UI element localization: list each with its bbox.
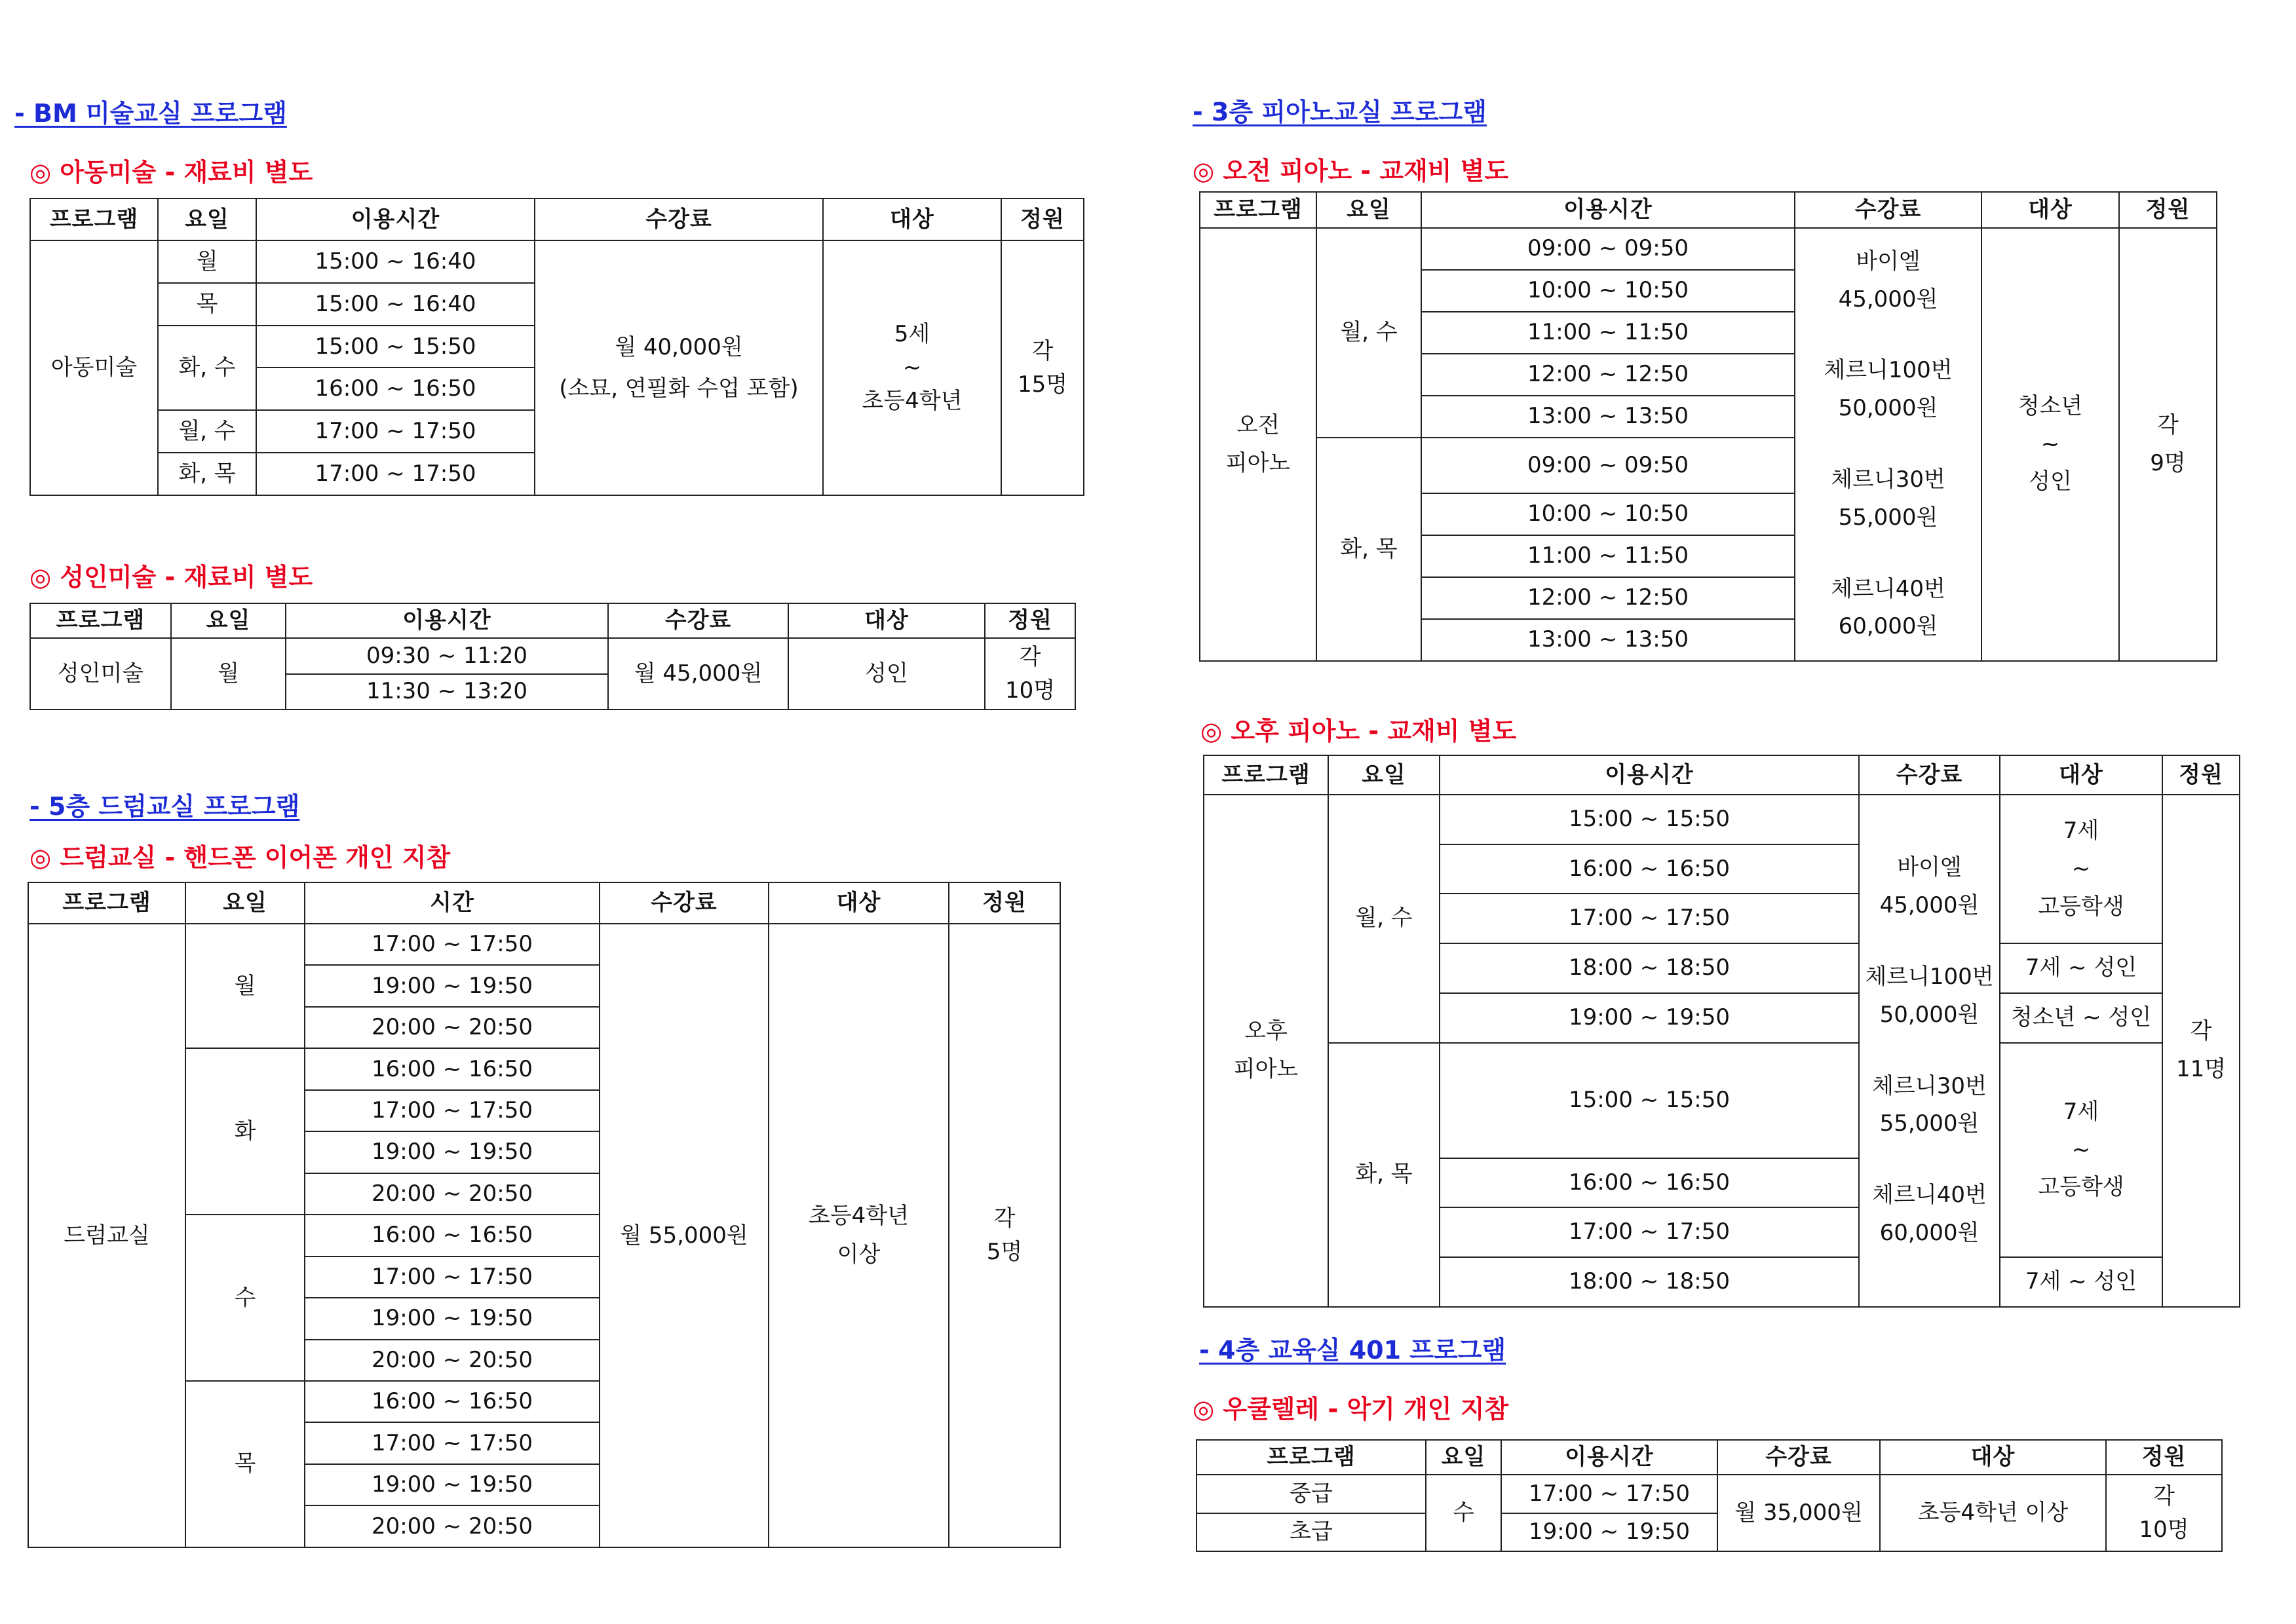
time-cell: 17:00 ~ 17:50 xyxy=(305,924,600,965)
time-cell: 18:00 ~ 18:50 xyxy=(1440,943,1859,993)
day-cell: 화, 목 xyxy=(1328,1043,1440,1307)
fee-cell: 월 40,000원 (소묘, 연필화 수업 포함) xyxy=(535,240,823,495)
col-header: 수강료 xyxy=(1859,755,2000,795)
col-header: 정원 xyxy=(2119,192,2217,228)
day-cell: 수 xyxy=(185,1215,305,1381)
day-cell: 월 xyxy=(185,924,305,1048)
time-cell: 16:00 ~ 16:50 xyxy=(305,1048,600,1089)
col-header: 프로그램 xyxy=(30,603,171,638)
target-cell: 7세 ~ 성인 xyxy=(2000,1257,2162,1307)
capacity-cell: 각 15명 xyxy=(1001,240,1084,495)
time-cell: 12:00 ~ 12:50 xyxy=(1421,354,1795,396)
col-header: 이용시간 xyxy=(286,603,608,638)
adult-art-table xyxy=(29,603,1075,710)
time-cell: 10:00 ~ 10:50 xyxy=(1421,493,1795,535)
program-cell: 드럼교실 xyxy=(28,924,185,1547)
col-header: 요일 xyxy=(171,603,286,638)
time-cell: 17:00 ~ 17:50 xyxy=(305,1422,600,1463)
time-cell: 16:00 ~ 16:50 xyxy=(305,1381,600,1422)
capacity-cell: 각 9명 xyxy=(2119,228,2217,661)
col-header: 요일 xyxy=(1426,1440,1501,1475)
day-cell: 수 xyxy=(1426,1475,1501,1551)
time-cell: 18:00 ~ 18:50 xyxy=(1440,1257,1859,1307)
day-cell: 목 xyxy=(158,283,256,326)
fee-cell: 월 45,000원 xyxy=(608,638,788,709)
col-header: 대상 xyxy=(823,198,1001,240)
piano-section-heading: - 3층 피아노교실 프로그램 xyxy=(1193,98,1487,126)
drum-title: ◎ 드럼교실 - 핸드폰 이어폰 개인 지참 xyxy=(29,843,451,872)
day-cell: 월 xyxy=(171,638,286,709)
target-cell: 청소년 ~ 성인 xyxy=(2000,993,2162,1043)
col-header: 요일 xyxy=(158,198,256,240)
col-header: 정원 xyxy=(2106,1440,2222,1475)
col-header: 수강료 xyxy=(600,882,769,924)
col-header: 정원 xyxy=(985,603,1075,638)
time-cell: 19:00 ~ 19:50 xyxy=(1440,993,1859,1043)
time-cell: 19:00 ~ 19:50 xyxy=(1501,1513,1717,1552)
time-cell: 11:00 ~ 11:50 xyxy=(1421,535,1795,577)
col-header: 이용시간 xyxy=(1421,192,1795,228)
time-cell: 09:30 ~ 11:20 xyxy=(286,638,608,674)
day-cell: 목 xyxy=(185,1381,305,1547)
program-cell: 성인미술 xyxy=(30,638,171,709)
time-cell: 20:00 ~ 20:50 xyxy=(305,1340,600,1381)
day-cell: 월, 수 xyxy=(1316,228,1421,438)
col-header: 수강료 xyxy=(1717,1440,1880,1475)
col-header: 이용시간 xyxy=(1501,1440,1717,1475)
fee-cell: 월 35,000원 xyxy=(1717,1475,1880,1551)
col-header: 대상 xyxy=(1880,1440,2106,1475)
col-header: 수강료 xyxy=(1795,192,1981,228)
time-cell: 17:00 ~ 17:50 xyxy=(1440,1207,1859,1257)
col-header: 정원 xyxy=(2162,755,2240,795)
target-cell: 7세 ~ 성인 xyxy=(2000,943,2162,993)
col-header: 요일 xyxy=(1328,755,1440,795)
target-cell: 초등4학년 이상 xyxy=(1880,1475,2106,1551)
col-header: 요일 xyxy=(185,882,305,924)
ukulele-title: ◎ 우쿨렐레 - 악기 개인 지참 xyxy=(1193,1395,1509,1424)
day-cell: 월, 수 xyxy=(158,410,256,453)
morning-piano-title: ◎ 오전 피아노 - 교재비 별도 xyxy=(1193,157,1509,185)
col-header: 정원 xyxy=(949,882,1060,924)
time-cell: 19:00 ~ 19:50 xyxy=(305,1131,600,1173)
time-cell: 15:00 ~ 15:50 xyxy=(256,326,535,368)
col-header: 시간 xyxy=(305,882,600,924)
col-header: 요일 xyxy=(1316,192,1421,228)
fee-cell: 월 55,000원 xyxy=(600,924,769,1547)
afternoon-piano-table xyxy=(1203,755,2239,1308)
day-cell: 화, 목 xyxy=(158,453,256,495)
time-cell: 17:00 ~ 17:50 xyxy=(305,1090,600,1131)
day-cell: 화 xyxy=(185,1048,305,1215)
col-header: 대상 xyxy=(769,882,949,924)
time-cell: 11:30 ~ 13:20 xyxy=(286,674,608,710)
col-header: 프로그램 xyxy=(1200,192,1316,228)
time-cell: 15:00 ~ 16:40 xyxy=(256,283,535,326)
morning-piano-table xyxy=(1199,191,2216,662)
time-cell: 16:00 ~ 16:50 xyxy=(256,368,535,410)
target-cell: 성인 xyxy=(788,638,985,709)
col-header: 정원 xyxy=(1001,198,1084,240)
ukulele-table xyxy=(1196,1439,2221,1552)
program-cell: 오전 피아노 xyxy=(1200,228,1316,661)
target-cell: 초등4학년 이상 xyxy=(769,924,949,1547)
time-cell: 15:00 ~ 15:50 xyxy=(1440,1043,1859,1158)
time-cell: 09:00 ~ 09:50 xyxy=(1421,438,1795,493)
time-cell: 11:00 ~ 11:50 xyxy=(1421,312,1795,354)
target-cell: 7세 ~ 고등학생 xyxy=(2000,1043,2162,1258)
time-cell: 15:00 ~ 15:50 xyxy=(1440,795,1859,844)
drum-table xyxy=(28,882,1060,1548)
ukulele-section-heading: - 4층 교육실 401 프로그램 xyxy=(1199,1336,1506,1365)
afternoon-piano-title: ◎ 오후 피아노 - 교재비 별도 xyxy=(1200,717,1517,746)
col-header: 프로그램 xyxy=(1196,1440,1426,1475)
capacity-cell: 각 5명 xyxy=(949,924,1060,1547)
fee-cell: 바이엘 45,000원 체르니100번 50,000원 체르니30번 55,000원 체르니40번 60,000원 xyxy=(1795,228,1981,661)
col-header: 이용시간 xyxy=(256,198,535,240)
program-cell: 중급 xyxy=(1196,1475,1426,1513)
time-cell: 13:00 ~ 13:50 xyxy=(1421,396,1795,438)
time-cell: 16:00 ~ 16:50 xyxy=(305,1215,600,1256)
time-cell: 17:00 ~ 17:50 xyxy=(1501,1475,1717,1513)
capacity-cell: 각 11명 xyxy=(2162,795,2240,1307)
adult-art-title: ◎ 성인미술 - 재료비 별도 xyxy=(29,563,313,592)
time-cell: 20:00 ~ 20:50 xyxy=(305,1173,600,1215)
art-section-heading: - BM 미술교실 프로그램 xyxy=(14,99,287,128)
time-cell: 10:00 ~ 10:50 xyxy=(1421,270,1795,312)
time-cell: 17:00 ~ 17:50 xyxy=(1440,894,1859,943)
target-cell: 청소년 ~ 성인 xyxy=(1981,228,2119,661)
target-cell: 5세 ~ 초등4학년 xyxy=(823,240,1001,495)
child-art-title: ◎ 아동미술 - 재료비 별도 xyxy=(29,158,313,187)
time-cell: 19:00 ~ 19:50 xyxy=(305,965,600,1006)
time-cell: 16:00 ~ 16:50 xyxy=(1440,1158,1859,1208)
time-cell: 20:00 ~ 20:50 xyxy=(305,1505,600,1547)
col-header: 수강료 xyxy=(608,603,788,638)
program-cell: 오후 피아노 xyxy=(1204,795,1328,1307)
time-cell: 09:00 ~ 09:50 xyxy=(1421,228,1795,270)
day-cell: 화, 목 xyxy=(1316,438,1421,661)
child-art-table xyxy=(29,198,1083,496)
time-cell: 17:00 ~ 17:50 xyxy=(256,453,535,495)
day-cell: 화, 수 xyxy=(158,326,256,411)
col-header: 프로그램 xyxy=(30,198,158,240)
time-cell: 17:00 ~ 17:50 xyxy=(256,410,535,453)
col-header: 대상 xyxy=(788,603,985,638)
col-header: 수강료 xyxy=(535,198,823,240)
time-cell: 20:00 ~ 20:50 xyxy=(305,1007,600,1048)
time-cell: 12:00 ~ 12:50 xyxy=(1421,577,1795,619)
time-cell: 19:00 ~ 19:50 xyxy=(305,1298,600,1339)
capacity-cell: 각 10명 xyxy=(2106,1475,2222,1551)
drum-section-heading: - 5층 드럼교실 프로그램 xyxy=(29,792,300,821)
fee-cell: 바이엘 45,000원 체르니100번 50,000원 체르니30번 55,000원 체르니40번 60,000원 xyxy=(1859,795,2000,1307)
capacity-cell: 각 10명 xyxy=(985,638,1075,709)
day-cell: 월, 수 xyxy=(1328,795,1440,1043)
col-header: 프로그램 xyxy=(28,882,185,924)
target-cell: 7세 ~ 고등학생 xyxy=(2000,795,2162,943)
col-header: 대상 xyxy=(1981,192,2119,228)
program-cell: 초급 xyxy=(1196,1513,1426,1552)
time-cell: 15:00 ~ 16:40 xyxy=(256,240,535,283)
time-cell: 19:00 ~ 19:50 xyxy=(305,1464,600,1505)
day-cell: 월 xyxy=(158,240,256,283)
time-cell: 16:00 ~ 16:50 xyxy=(1440,844,1859,894)
time-cell: 17:00 ~ 17:50 xyxy=(305,1256,600,1298)
col-header: 대상 xyxy=(2000,755,2162,795)
col-header: 프로그램 xyxy=(1204,755,1328,795)
col-header: 이용시간 xyxy=(1440,755,1859,795)
program-cell: 아동미술 xyxy=(30,240,158,495)
time-cell: 13:00 ~ 13:50 xyxy=(1421,619,1795,661)
